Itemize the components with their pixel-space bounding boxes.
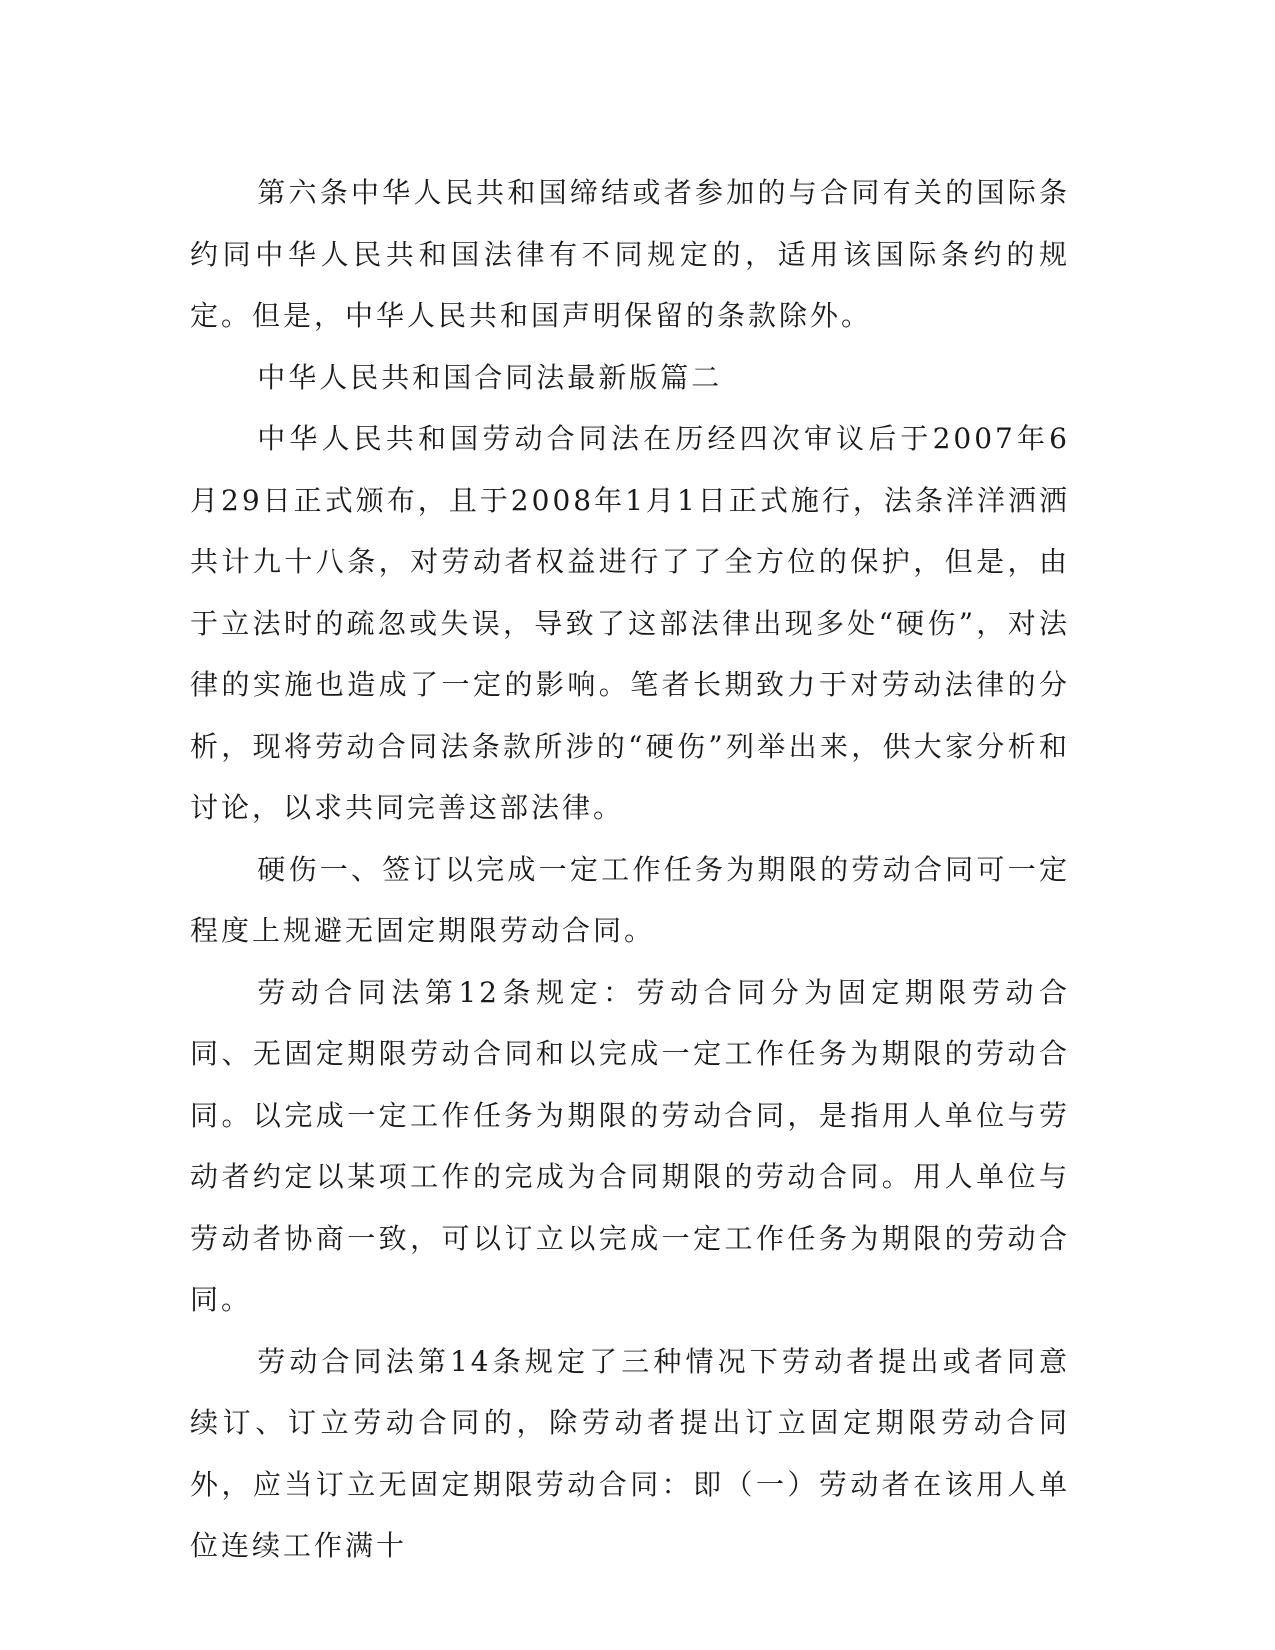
paragraph-article-6: 第六条中华人民共和国缔结或者参加的与合同有关的国际条约同中华人民共和国法律有不同规定的，适用该国际条约的规定。但是，中华人民共和国声明保留的条款除外。 — [190, 176, 1070, 332]
paragraph-flaw-one-heading: 硬伤一、签订以完成一定工作任务为期限的劳动合同可一定程度上规避无固定期限劳动合同。 — [190, 852, 1070, 947]
section-heading: 中华人民共和国合同法最新版篇二 — [257, 360, 723, 394]
paragraph-intro: 中华人民共和国劳动合同法在历经四次审议后于2007年6月29日正式颁布，且于2008年1月1日正式施行，法条洋洋洒洒共计九十八条，对劳动者权益进行了了全方位的保护，但是，由于立法时的疏忽或失误，导致了这部法律出现多处“硬伤”，对法律的实施也造成了一定的影响。笔者长期致力于对劳动法律的分析，现将劳动合同法条款所涉的“硬伤”列举出来，供大家分析和讨论，以求共同完善这部法律。 — [190, 422, 1070, 824]
paragraph-article-12: 劳动合同法第12条规定：劳动合同分为固定期限劳动合同、无固定期限劳动合同和以完成一定工作任务为期限的劳动合同。以完成一定工作任务为期限的劳动合同，是指用人单位与劳动者约定以某项工作的完成为合同期限的劳动合同。用人单位与劳动者协商一致，可以订立以完成一定工作任务为期限的劳动合同。 — [190, 975, 1070, 1316]
paragraph-article-14: 劳动合同法第14条规定了三种情况下劳动者提出或者同意续订、订立劳动合同的，除劳动者提出订立固定期限劳动合同外，应当订立无固定期限劳动合同：即（一）劳动者在该用人单位连续工作满十 — [190, 1344, 1070, 1562]
document-body — [190, 162, 1070, 1577]
